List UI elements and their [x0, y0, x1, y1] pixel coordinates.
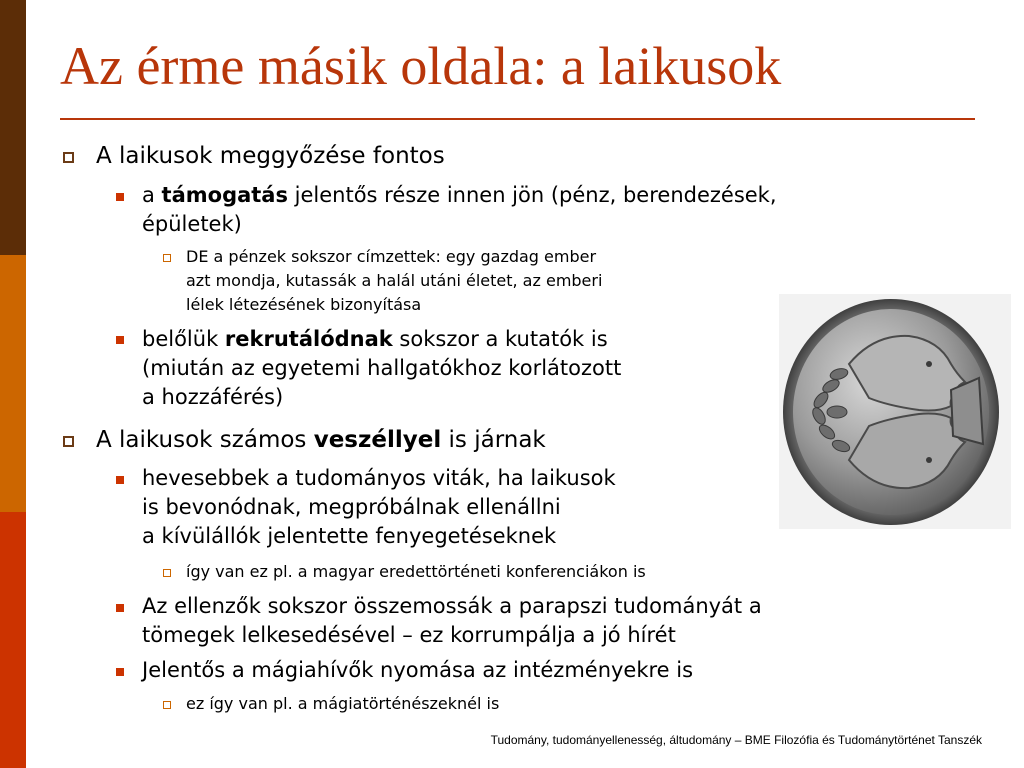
- bullet-text: (miután az egyetemi hallgatókhoz korlátozott: [142, 356, 622, 380]
- bullet-text: sokszor a kutatók is: [392, 327, 608, 351]
- bullet-text: Jelentős a mágiahívők nyomása az intézményekre is: [142, 658, 694, 682]
- bullet-magic-believers: [142, 656, 693, 685]
- bullet-bold-term: rekrutálódnak: [224, 327, 393, 351]
- bullet-text: épületek): [142, 212, 242, 236]
- bullet-heated-debates: [142, 464, 616, 551]
- bullet-bold-term: támogatás: [161, 183, 288, 207]
- left-band-bottom: [0, 512, 26, 768]
- bullet-marker-hollow-square: [63, 152, 74, 163]
- bullet-text: a: [142, 183, 162, 207]
- title-underline: [60, 118, 975, 120]
- bullet-text: így van ez pl. a magyar eredettörténeti konferenciákon is: [186, 562, 646, 581]
- janus-coin-image: [779, 294, 1011, 529]
- bullet-text: a hozzáférés): [142, 385, 284, 409]
- bullet-text: A laikusok számos: [96, 427, 314, 453]
- bullet-marker-small-hollow-square: [163, 254, 171, 262]
- bullet-text: A laikusok meggyőzése fontos: [96, 143, 445, 169]
- bullet-earmarked-money: [186, 245, 602, 317]
- bullet-text: azt mondja, kutassák a halál utáni életet, az emberi: [186, 271, 603, 290]
- slide-title: Az érme másik oldala: a laikusok: [60, 36, 782, 96]
- bullet-text: Az ellenzők sokszor összemossák a parapszi tudományát a: [142, 594, 762, 618]
- bullet-marker-hollow-square: [63, 436, 74, 447]
- bullet-magic-historians: [186, 692, 499, 716]
- bullet-text: a kívülállók jelentette fenyegetéseknek: [142, 524, 557, 548]
- bullet-marker-solid-square: [116, 476, 124, 484]
- bullet-marker-solid-square: [116, 604, 124, 612]
- bullet-marker-small-hollow-square: [163, 701, 171, 709]
- bullet-marker-solid-square: [116, 336, 124, 344]
- left-band-top: [0, 0, 26, 255]
- bullet-recruitment: [142, 325, 621, 412]
- bullet-text: lélek létezésének bizonyítása: [186, 295, 422, 314]
- bullet-text: jelentős része innen jön (pénz, berendezések,: [287, 183, 777, 207]
- bullet-text: DE a pénzek sokszor címzettek: egy gazdag ember: [186, 247, 597, 266]
- bullet-opponents: [142, 592, 762, 650]
- bullet-origin-conferences: [186, 560, 646, 584]
- bullet-text: is bevonódnak, megpróbálnak ellenállni: [142, 495, 561, 519]
- bullet-text: ez így van pl. a mágiatörténészeknél is: [186, 694, 500, 713]
- bullet-bold-term: veszéllyel: [313, 427, 442, 453]
- bullet-persuasion: [96, 141, 445, 172]
- bullet-text: belőlük: [142, 327, 225, 351]
- bullet-marker-solid-square: [116, 193, 124, 201]
- bullet-text: is járnak: [441, 427, 546, 453]
- left-band-middle: [0, 255, 26, 512]
- bullet-text: hevesebbek a tudományos viták, ha laikusok: [142, 466, 616, 490]
- bullet-text: tömegek lelkesedésével – ez korrumpálja a jó hírét: [142, 623, 676, 647]
- bullet-marker-solid-square: [116, 668, 124, 676]
- bullet-funding: [142, 181, 777, 239]
- footer-text: Tudomány, tudományellenesség, áltudomány – BME Filozófia és Tudománytörténet Tanszék: [490, 733, 982, 747]
- bullet-dangers: [96, 425, 546, 456]
- bullet-marker-small-hollow-square: [163, 569, 171, 577]
